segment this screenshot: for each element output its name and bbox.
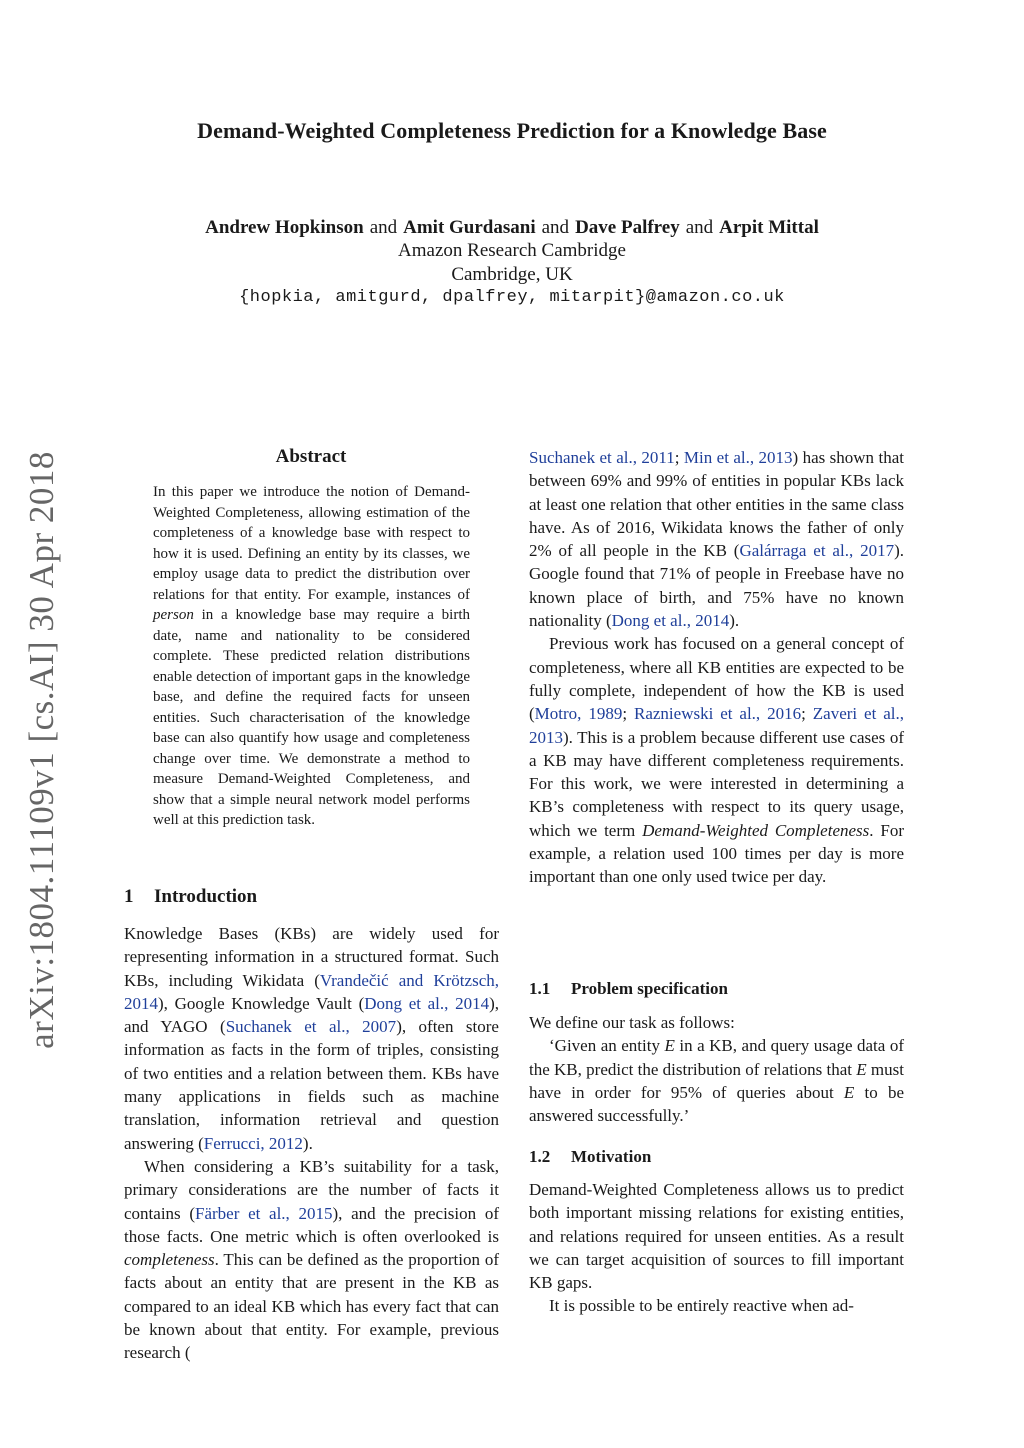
text-run: Previous work has focused on a general concept of completeness, where all KB entities are expected to be fully complete, independent of how the KB is used ( bbox=[529, 634, 904, 724]
section-title: Motivation bbox=[571, 1147, 652, 1166]
text-run: ; bbox=[622, 704, 634, 724]
intro-right-column bbox=[529, 446, 904, 889]
math-variable: E bbox=[856, 1059, 867, 1079]
intro-paragraph-2-cont bbox=[529, 446, 904, 632]
author-name: Dave Palfrey bbox=[575, 217, 680, 238]
arxiv-stamp: arXiv:1804.11109v1 [cs.AI] 30 Apr 2018 bbox=[22, 451, 61, 1049]
text-run: ; bbox=[801, 704, 813, 724]
citation-link[interactable]: Motro, 1989 bbox=[534, 704, 623, 724]
text-run: . This can be defined as the proportion of facts about an entity that are present in the KB as compared to an ideal KB which has every fact that can be known about that entity. For example, previous research ( bbox=[124, 1250, 499, 1363]
section-title: Introduction bbox=[154, 886, 258, 907]
problem-text bbox=[529, 1011, 904, 1127]
author-name: Andrew Hopkinson bbox=[205, 217, 364, 238]
author-name: Amit Gurdasani bbox=[403, 217, 536, 238]
citation-link[interactable]: Dong et al., 2014 bbox=[364, 993, 490, 1013]
citation-link[interactable]: Dong et al., 2014 bbox=[611, 611, 730, 631]
section-number: 1 bbox=[124, 886, 134, 907]
text-run: ), and the precision of those facts. One metric which is often overlooked is bbox=[124, 1203, 499, 1246]
author-name: Arpit Mittal bbox=[719, 217, 819, 238]
abstract-emphasis: person bbox=[153, 607, 194, 623]
intro-left-column bbox=[124, 922, 499, 1363]
affiliation: Amazon Research Cambridge bbox=[398, 240, 626, 261]
text-run: ), often store information as facts in the form of triples, consisting of two entities and a relation between them. KBs have many applications in fields such as machine translation, information retrieval and question answering ( bbox=[124, 1017, 499, 1153]
text-run: ) has shown that between 69% and 99% of entities in popular KBs lack at least one relation that other entities in the same class have. As of 2016, Wikidata knows the father of only 2% of all people in the KB ( bbox=[529, 448, 904, 561]
subsection-heading-problem bbox=[529, 979, 728, 999]
author-list bbox=[0, 216, 1024, 240]
section-number: 1.2 bbox=[529, 1147, 551, 1166]
text-run: ). bbox=[729, 611, 740, 631]
paper-title: Demand-Weighted Completeness Prediction for a Knowledge Base bbox=[197, 118, 827, 143]
math-variable: E bbox=[664, 1036, 675, 1056]
text-run: Knowledge Bases (KBs) are widely used for representing information in a structured format. Such KBs, including Wikidata ( bbox=[124, 924, 499, 990]
citation-link[interactable]: Färber et al., 2015 bbox=[195, 1203, 333, 1223]
author-emails: {hopkia, amitgurd, dpalfrey, mitarpit}@amazon.co.uk bbox=[239, 288, 785, 307]
citation-link[interactable]: Suchanek et al., 2011 bbox=[529, 448, 675, 467]
motivation-paragraph-1: Demand-Weighted Completeness allows us to predict both important missing relations for existing entities, and relations required for unseen entities. As a result we can target acquisition of sources to fill important KB gaps. bbox=[529, 1180, 904, 1293]
intro-paragraph-1 bbox=[124, 922, 499, 1155]
author-separator: and bbox=[685, 217, 714, 238]
abstract-heading: Abstract bbox=[275, 446, 347, 467]
citation-link[interactable]: Suchanek et al., 2007 bbox=[225, 1017, 397, 1037]
text-run: ). bbox=[302, 1133, 313, 1153]
abstract-text-part: in a knowledge base may require a birth date, name and nationality to be considered complete. These predicted relation distributions enable detection of important gaps in the knowledge base, and define the required facts for unseen entities. Such characterisation of the knowledge base can also quantify how usage and completeness change over time. We demonstrate a method to measure Demand-Weighted Completeness, and show that a simple neural network model performs well at this prediction task. bbox=[153, 607, 470, 828]
citation-link[interactable]: Zaveri et al., 2013 bbox=[529, 704, 904, 747]
citation-link[interactable]: Ferrucci, 2012 bbox=[203, 1133, 303, 1153]
text-run: ‘Given an entity bbox=[549, 1036, 665, 1056]
text-run: ), Google Knowledge Vault ( bbox=[158, 993, 365, 1013]
section-heading-introduction bbox=[124, 886, 257, 908]
emphasis: Demand-Weighted Completeness bbox=[642, 820, 870, 840]
citation-link[interactable]: Min et al., 2013 bbox=[683, 448, 793, 467]
text-run: ; bbox=[674, 448, 684, 467]
text-run: must have in order for 95% of queries about bbox=[529, 1059, 904, 1102]
abstract-text bbox=[153, 482, 470, 831]
text-run: . For example, a relation used 100 times per day is more important than one only used twice per day. bbox=[529, 820, 905, 887]
text-run: to be answered successfully.’ bbox=[529, 1082, 904, 1126]
citation-link[interactable]: Razniewski et al., 2016 bbox=[634, 704, 802, 724]
citation-link[interactable]: Vrandečić and Krötzsch, 2014 bbox=[124, 970, 499, 1013]
citation-link[interactable]: Galárraga et al., 2017 bbox=[739, 541, 895, 561]
motivation-paragraph-2: It is possible to be entirely reactive when ad- bbox=[549, 1296, 854, 1316]
emphasis: completeness bbox=[124, 1250, 215, 1270]
math-variable: E bbox=[843, 1082, 855, 1102]
author-separator: and bbox=[369, 217, 398, 238]
text-run: ). This is a problem because different use cases of a KB may have different completeness requirements. For this work, we were interested in determining a KB’s completeness with respect to its query usage, which we term bbox=[529, 727, 904, 840]
subsection-heading-motivation bbox=[529, 1147, 651, 1167]
section-number: 1.1 bbox=[529, 979, 551, 998]
motivation-text bbox=[529, 1178, 904, 1318]
text-run: ), and YAGO ( bbox=[124, 993, 499, 1037]
intro-paragraph-2-start bbox=[124, 1155, 499, 1365]
text-run: ). Google found that 71% of people in Freebase have no known place of birth, and 75% have no known nationality ( bbox=[529, 541, 904, 631]
text-run: When considering a KB’s suitability for a task, primary considerations are the number of facts it contains ( bbox=[124, 1156, 499, 1223]
author-separator: and bbox=[541, 217, 570, 238]
problem-quote bbox=[529, 1034, 904, 1127]
text-run: in a KB, and query usage data of the KB, predict the distribution of relations that bbox=[529, 1036, 904, 1079]
problem-intro: We define our task as follows: bbox=[529, 1013, 735, 1032]
abstract-text-part: In this paper we introduce the notion of Demand-Weighted Completeness, allowing estimation of the completeness of a knowledge base with respect to how it is used. Defining an entity by its classes, we employ usage data to predict the distribution over relations for that entity. For example, instances of bbox=[153, 484, 470, 603]
location: Cambridge, UK bbox=[451, 264, 573, 285]
intro-paragraph-3 bbox=[529, 632, 904, 888]
section-title: Problem specification bbox=[571, 979, 728, 998]
